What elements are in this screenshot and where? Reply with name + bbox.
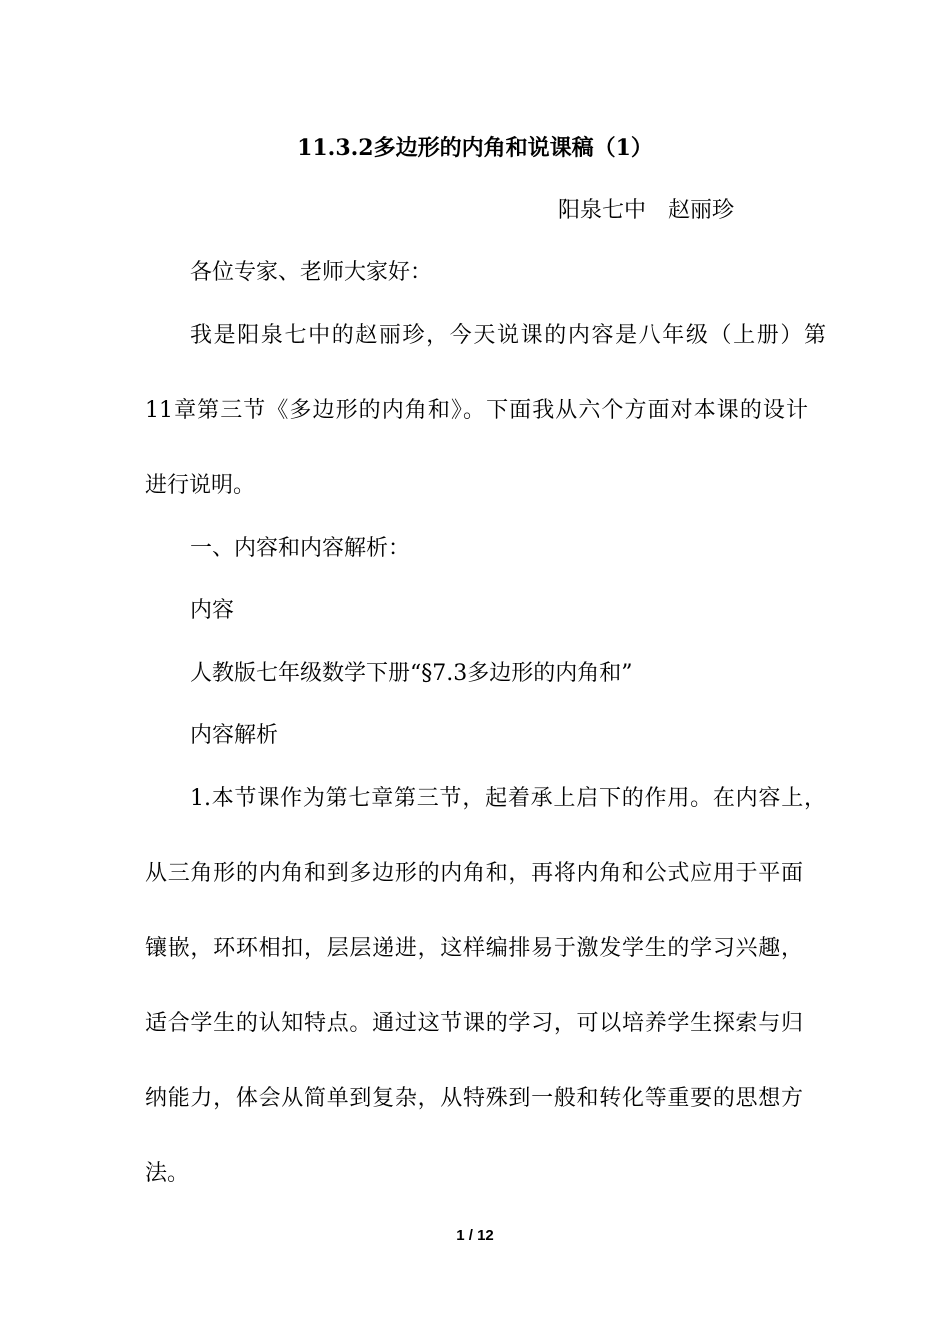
content-text: 人教版七年级数学下册“§7.3多边形的内角和” [190, 661, 633, 686]
intro-line-2: 11章第三节《多边形的内角和》。下面我从六个方面对本课的设计 [145, 398, 808, 423]
author-school: 阳泉七中 [558, 198, 647, 223]
page-number: 1 / 12 [456, 1227, 494, 1244]
point-1-line-2: 从三角形的内角和到多边形的内角和，再将内角和公式应用于平面 [145, 861, 803, 886]
point-1-line-1: 1.本节课作为第七章第三节，起着承上启下的作用。在内容上， [190, 786, 826, 811]
content-label: 内容 [190, 598, 235, 623]
point-1-line-6: 法。 [145, 1161, 190, 1186]
section-1-heading: 一、内容和内容解析： [190, 536, 411, 561]
author-line [558, 196, 734, 226]
intro-line-3: 进行说明。 [145, 473, 256, 498]
intro-line-1: 我是阳泉七中的赵丽珍，今天说课的内容是八年级（上册）第 [190, 323, 826, 348]
point-1-line-4: 适合学生的认知特点。通过这节课的学习，可以培养学生探索与归 [145, 1011, 803, 1036]
author-name: 赵丽珍 [668, 198, 735, 223]
point-1-line-5: 纳能力，体会从简单到复杂，从特殊到一般和转化等重要的思想方 [145, 1086, 803, 1111]
analysis-label: 内容解析 [190, 723, 279, 748]
point-1-line-3: 镶嵌，环环相扣，层层递进，这样编排易于激发学生的学习兴趣， [145, 936, 803, 961]
document-title: 11.3.2多边形的内角和说课稿（1） [297, 135, 653, 161]
greeting: 各位专家、老师大家好： [190, 260, 433, 285]
